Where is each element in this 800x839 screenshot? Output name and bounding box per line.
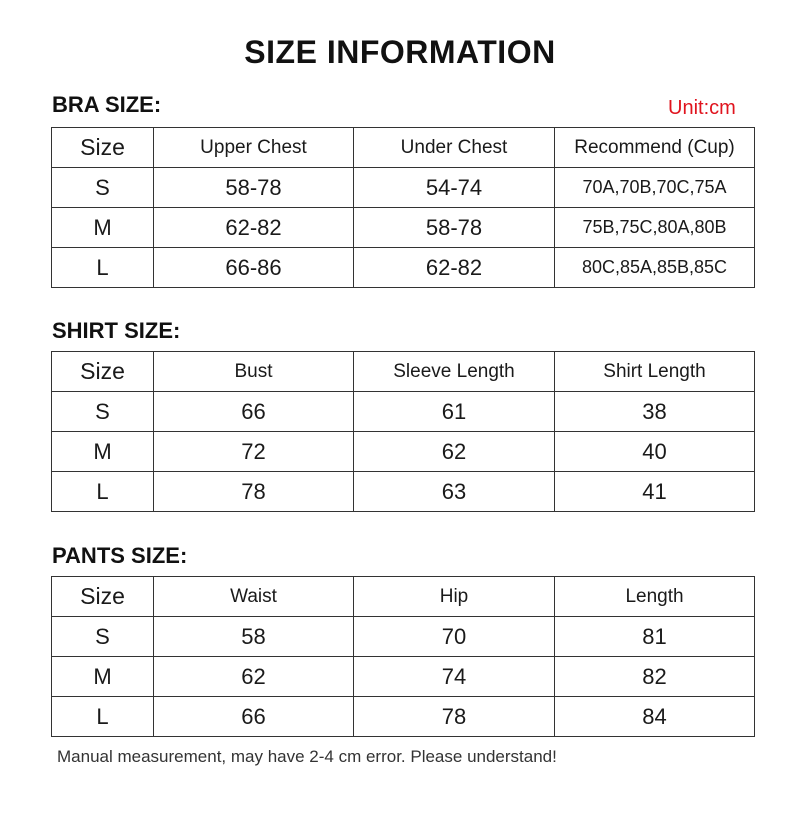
pants-size-heading: PANTS SIZE: (52, 543, 188, 568)
shirt-size-table (51, 351, 755, 512)
table-cell: 78 (154, 472, 354, 512)
table-header-row (52, 577, 755, 617)
table-row (52, 208, 755, 248)
header-cell: Length (555, 577, 755, 617)
header-cell: Waist (154, 577, 354, 617)
table-cell: 54-74 (354, 168, 555, 208)
size-cell: L (52, 472, 154, 512)
header-cell: Sleeve Length (354, 352, 555, 392)
page-title: SIZE INFORMATION (244, 34, 556, 70)
header-cell: Bust (154, 352, 354, 392)
table-cell: 62 (154, 657, 354, 697)
table-cell: 78 (354, 697, 555, 737)
table-cell: 40 (555, 432, 755, 472)
table-row (52, 657, 755, 697)
table-cell: 61 (354, 392, 555, 432)
size-cell: M (52, 208, 154, 248)
table-header-row (52, 128, 755, 168)
size-cell: M (52, 432, 154, 472)
table-cell: 84 (555, 697, 755, 737)
size-cell: L (52, 248, 154, 288)
table-cell: 66 (154, 697, 354, 737)
table-row (52, 248, 755, 288)
table-cell: 63 (354, 472, 555, 512)
table-cell: 58-78 (154, 168, 354, 208)
size-cell: S (52, 392, 154, 432)
header-cell: Size (52, 577, 154, 617)
table-row (52, 472, 755, 512)
table-cell: 72 (154, 432, 354, 472)
header-cell: Upper Chest (154, 128, 354, 168)
table-row (52, 432, 755, 472)
measurement-note: Manual measurement, may have 2-4 cm error. Please understand! (57, 747, 557, 766)
table-cell: 66-86 (154, 248, 354, 288)
size-cell: S (52, 617, 154, 657)
bra-size-table (51, 127, 755, 288)
table-cell: 81 (555, 617, 755, 657)
header-cell: Shirt Length (555, 352, 755, 392)
size-cell: M (52, 657, 154, 697)
pants-size-table (51, 576, 755, 737)
table-cell: 75B,75C,80A,80B (555, 208, 755, 248)
table-cell: 62 (354, 432, 555, 472)
table-cell: 62-82 (154, 208, 354, 248)
table-row (52, 392, 755, 432)
table-cell: 58-78 (354, 208, 555, 248)
header-cell: Recommend (Cup) (555, 128, 755, 168)
table-cell: 38 (555, 392, 755, 432)
header-cell: Size (52, 128, 154, 168)
table-row (52, 168, 755, 208)
shirt-size-heading: SHIRT SIZE: (52, 318, 181, 343)
table-row (52, 697, 755, 737)
table-cell: 82 (555, 657, 755, 697)
header-cell: Under Chest (354, 128, 555, 168)
table-row (52, 617, 755, 657)
table-cell: 62-82 (354, 248, 555, 288)
header-cell: Hip (354, 577, 555, 617)
table-cell: 66 (154, 392, 354, 432)
header-cell: Size (52, 352, 154, 392)
unit-label: Unit:cm (668, 97, 736, 119)
table-cell: 70 (354, 617, 555, 657)
table-header-row (52, 352, 755, 392)
table-cell: 70A,70B,70C,75A (555, 168, 755, 208)
table-cell: 58 (154, 617, 354, 657)
table-cell: 41 (555, 472, 755, 512)
table-cell: 80C,85A,85B,85C (555, 248, 755, 288)
table-cell: 74 (354, 657, 555, 697)
bra-size-heading: BRA SIZE: (52, 92, 162, 117)
size-cell: L (52, 697, 154, 737)
size-cell: S (52, 168, 154, 208)
